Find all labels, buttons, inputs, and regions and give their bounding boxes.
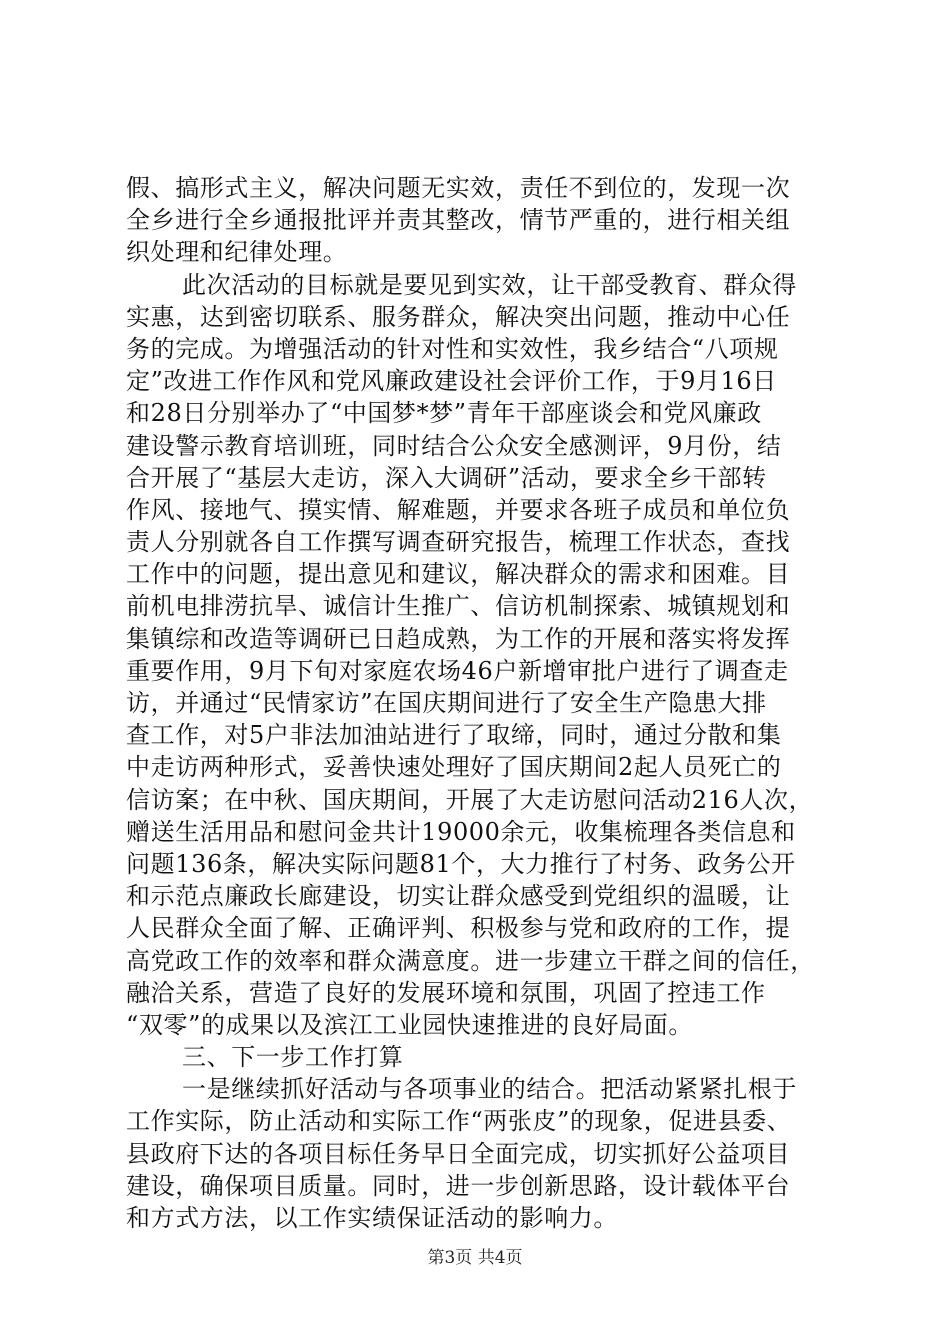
text-line: 责人分别就各自工作撰写调查研究报告，梳理工作状态，查找 bbox=[126, 528, 791, 557]
text-line: 和方式方法，以工作实绩保证活动的影响力。 bbox=[126, 1204, 618, 1232]
text-line: 定”改进工作作风和党风廉政建设社会评价工作，于9月16日 bbox=[126, 367, 777, 396]
text-line: 集镇综和改造等调研已日趋成熟，为工作的开展和落实将发挥 bbox=[126, 624, 791, 653]
text-line: 高党政工作的效率和群众满意度。进一步建立干群之间的信任， bbox=[126, 946, 815, 975]
section-heading: 三、下一步工作打算 bbox=[182, 1043, 404, 1072]
text-line: 工作中的问题，提出意见和建议，解决群众的需求和困难。目 bbox=[126, 560, 791, 589]
text-line: 信访案；在中秋、国庆期间，开展了大走访慰问活动216人次， bbox=[126, 785, 814, 814]
text-line: 合开展了“基层大走访，深入大调研”活动，要求全乡干部转 bbox=[126, 463, 767, 492]
text-line: 实惠，达到密切联系、服务群众，解决突出问题，推动中心任 bbox=[126, 302, 791, 331]
text-line: “双零”的成果以及滨江工业园快速推进的良好局面。 bbox=[126, 1010, 693, 1039]
page-number-footer: 第3页 共4页 bbox=[427, 1248, 523, 1268]
text-line: 和示范点廉政长廊建设，切实让群众感受到党组织的温暖，让 bbox=[126, 882, 791, 911]
text-line: 建设，确保项目质量。同时，进一步创新思路，设计载体平台 bbox=[126, 1171, 791, 1200]
text-line: 问题136条，解决实际问题81个，大力推行了村务、政务公开 bbox=[126, 849, 796, 878]
text-line: 全乡进行全乡通报批评并责其整改，情节严重的，进行相关组 bbox=[126, 206, 791, 235]
paragraph-start-line: 此次活动的目标就是要见到实效，让干部受教育、群众得 bbox=[182, 270, 797, 299]
text-line: 建设警示教育培训班，同时结合公众安全感测评，9月份，结 bbox=[126, 431, 782, 460]
text-line: 假、搞形式主义，解决问题无实效，责任不到位的，发现一次 bbox=[126, 174, 791, 202]
paragraph-start-line: 一是继续抓好活动与各项事业的结合。把活动紧紧扎根于 bbox=[182, 1075, 797, 1104]
text-line: 赠送生活用品和慰问金共计19000余元，收集梳理各类信息和 bbox=[126, 817, 796, 846]
text-line: 访，并通过“民情家访”在国庆期间进行了安全生产隐患大排 bbox=[126, 689, 767, 717]
text-line: 查工作，对5户非法加油站进行了取缔，同时，通过分散和集 bbox=[126, 721, 782, 750]
text-line: 前机电排涝抗旱、诚信计生推广、信访机制探索、城镇规划和 bbox=[126, 592, 791, 621]
body-text bbox=[126, 172, 830, 1234]
text-line: 融洽关系，营造了良好的发展环境和氛围，巩固了控违工作 bbox=[126, 978, 766, 1007]
text-line: 作风、接地气、摸实情、解难题，并要求各班子成员和单位负 bbox=[126, 495, 791, 524]
text-line: 重要作用，9月下旬对家庭农场46户新增审批户进行了调查走 bbox=[126, 656, 789, 685]
text-line: 和28日分别举办了“中国梦*梦”青年干部座谈会和党风廉政 bbox=[126, 399, 762, 428]
text-line: 中走访两种形式，妥善快速处理好了国庆期间2起人员死亡的 bbox=[126, 753, 782, 782]
text-line: 工作实际，防止活动和实际工作“两张皮”的现象，促进县委、 bbox=[126, 1107, 792, 1136]
text-line: 务的完成。为增强活动的针对性和实效性，我乡结合“八项规 bbox=[126, 334, 779, 363]
text-line: 织处理和纪律处理。 bbox=[126, 238, 348, 267]
text-line: 人民群众全面了解、正确评判、积极参与党和政府的工作，提 bbox=[126, 914, 791, 943]
text-line: 县政府下达的各项目标任务早日全面完成，切实抓好公益项目 bbox=[126, 1139, 791, 1168]
